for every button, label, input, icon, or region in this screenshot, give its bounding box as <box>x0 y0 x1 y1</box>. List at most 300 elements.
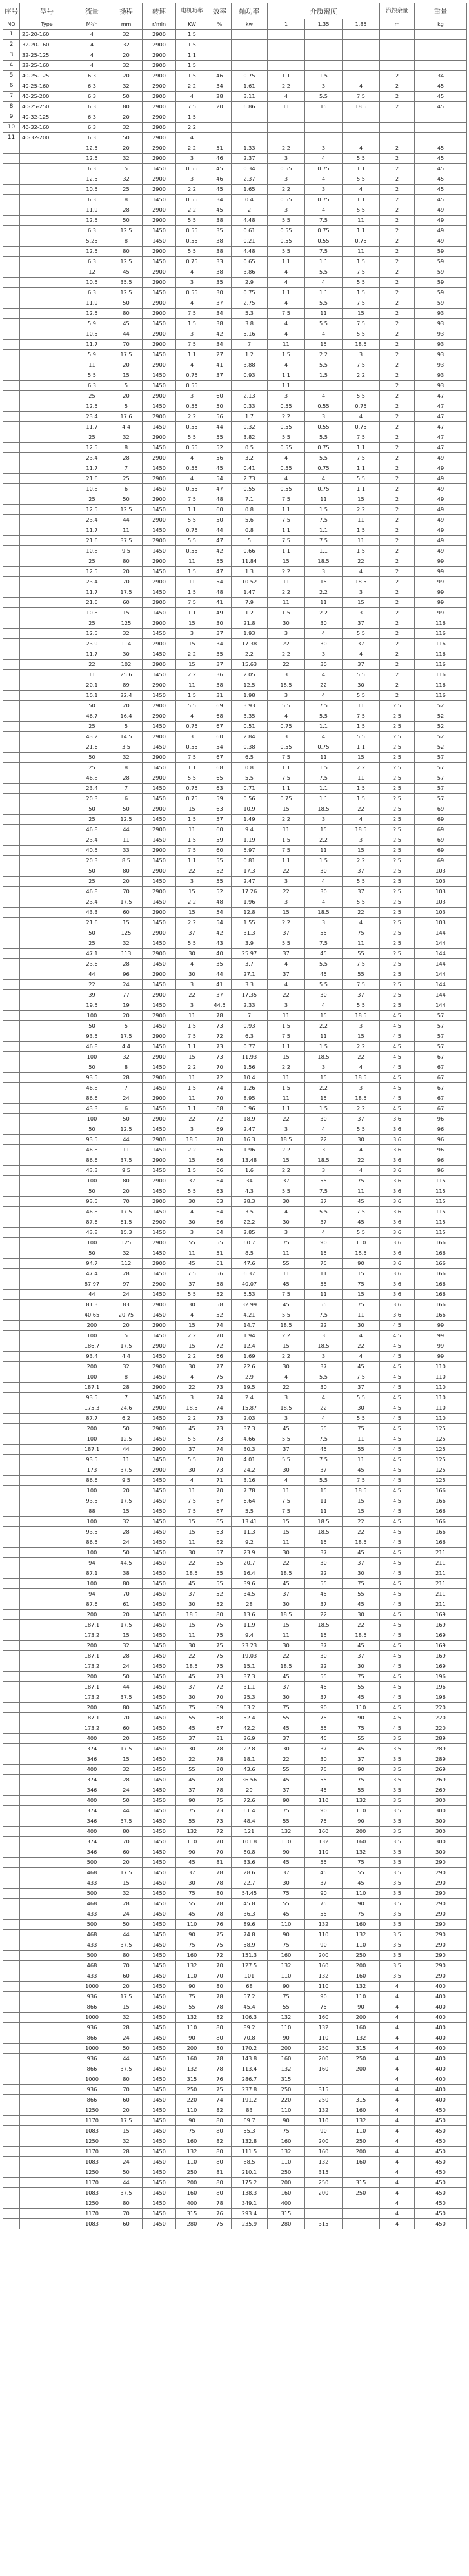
cell-density-1-35: 30 <box>305 887 343 897</box>
cell-npsh: 4 <box>380 2157 415 2167</box>
cell-speed: 1450 <box>143 1506 176 1517</box>
cell-density-1-85: 1.5 <box>343 288 380 298</box>
cell-weight: 45 <box>415 102 467 112</box>
cell-weight: 93 <box>415 370 467 381</box>
cell-density-1: 90 <box>268 1982 305 1992</box>
cell-density-1-35 <box>305 50 343 61</box>
cell-model <box>20 1713 74 1723</box>
cell-density-1: 200 <box>268 2044 305 2054</box>
table-row <box>3 1341 467 1352</box>
cell-weight <box>415 133 467 143</box>
header-motor-power: 电机功率 <box>176 3 208 19</box>
cell-density-1-85: 55 <box>343 1589 380 1599</box>
cell-density-1-85: 5.5 <box>343 897 380 908</box>
cell-density-1-35: 4 <box>305 474 343 484</box>
cell-density-1-85: 55 <box>343 1785 380 1796</box>
table-row <box>3 1124 467 1135</box>
cell-efficiency: 70 <box>208 1961 232 1971</box>
cell-head: 20.75 <box>110 1310 143 1321</box>
cell-head: 16.4 <box>110 711 143 722</box>
cell-density-1-85: 90 <box>343 1765 380 1775</box>
cell-density-1: 4 <box>268 711 305 722</box>
cell-density-1-35: 0.75 <box>305 484 343 494</box>
cell-speed: 1450 <box>143 1352 176 1362</box>
cell-shaft-power: 106.3 <box>232 2013 268 2023</box>
cell-flow: 46.8 <box>74 887 110 897</box>
cell-efficiency: 56 <box>208 1269 232 1279</box>
table-row <box>3 1641 467 1651</box>
cell-density-1-85: 45 <box>343 1692 380 1703</box>
cell-npsh: 2.5 <box>380 794 415 804</box>
cell-seq <box>3 1765 20 1775</box>
cell-flow: 1000 <box>74 2013 110 2023</box>
cell-flow: 100 <box>74 1176 110 1186</box>
cell-seq <box>3 143 20 154</box>
table-row <box>3 2013 467 2023</box>
cell-speed: 2900 <box>143 1073 176 1083</box>
cell-speed: 1450 <box>143 1548 176 1558</box>
cell-head: 60 <box>110 598 143 608</box>
cell-speed: 1450 <box>143 1940 176 1951</box>
table-row <box>3 185 467 195</box>
cell-motor-power: 0.75 <box>176 794 208 804</box>
cell-density-1-35: 200 <box>305 2136 343 2147</box>
cell-density-1-85: 7.5 <box>343 1476 380 1486</box>
cell-head: 45 <box>110 319 143 329</box>
cell-model <box>20 360 74 370</box>
cell-seq <box>3 226 20 236</box>
cell-density-1-35: 55 <box>305 1424 343 1434</box>
table-row <box>3 1899 467 1909</box>
table-row <box>3 1785 467 1796</box>
cell-density-1: 0.75 <box>268 722 305 732</box>
cell-speed: 2900 <box>143 1135 176 1145</box>
cell-speed: 2900 <box>143 298 176 309</box>
cell-speed: 2900 <box>143 1259 176 1269</box>
cell-head: 12.5 <box>110 815 143 825</box>
table-row <box>3 918 467 928</box>
table-row <box>3 1083 467 1093</box>
cell-flow: 39 <box>74 990 110 1000</box>
cell-npsh: 2 <box>380 216 415 226</box>
cell-weight: 103 <box>415 887 467 897</box>
cell-head: 50 <box>110 1424 143 1434</box>
cell-npsh: 2 <box>380 432 415 443</box>
cell-seq <box>3 825 20 835</box>
cell-npsh: 2 <box>380 360 415 370</box>
cell-density-1: 4 <box>268 1207 305 1217</box>
cell-npsh: 4.5 <box>380 1321 415 1331</box>
cell-seq <box>3 608 20 618</box>
cell-model <box>20 1465 74 1476</box>
cell-shaft-power: 0.41 <box>232 463 268 474</box>
cell-seq <box>3 1186 20 1197</box>
cell-efficiency: 35 <box>208 226 232 236</box>
cell-head: 19 <box>110 1000 143 1011</box>
table-row <box>3 1951 467 1961</box>
cell-flow: 86.5 <box>74 1537 110 1548</box>
table-row <box>3 691 467 701</box>
cell-npsh: 4.5 <box>380 1476 415 1486</box>
cell-density-1-35: 315 <box>305 2167 343 2178</box>
cell-npsh: 2 <box>380 443 415 453</box>
cell-density-1-35: 18.5 <box>305 1341 343 1352</box>
table-row <box>3 1321 467 1331</box>
cell-density-1: 22 <box>268 1558 305 1568</box>
table-row <box>3 1145 467 1155</box>
cell-model <box>20 1176 74 1186</box>
table-row <box>3 226 467 236</box>
cell-speed: 2900 <box>143 102 176 112</box>
cell-motor-power: 7.5 <box>176 846 208 856</box>
cell-seq <box>3 484 20 494</box>
cell-efficiency: 55 <box>208 556 232 567</box>
cell-shaft-power: 1.47 <box>232 587 268 598</box>
cell-npsh: 2 <box>380 525 415 536</box>
cell-flow: 187.1 <box>74 1383 110 1393</box>
table-row <box>3 1672 467 1682</box>
cell-efficiency: 63 <box>208 1527 232 1537</box>
cell-density-1-35: 15 <box>305 1630 343 1641</box>
cell-seq <box>3 598 20 608</box>
cell-head: 5 <box>110 164 143 174</box>
cell-model <box>20 2013 74 2023</box>
cell-model <box>20 1537 74 1548</box>
cell-efficiency: 63 <box>208 804 232 815</box>
cell-model: 40-32-200 <box>20 133 74 143</box>
cell-seq <box>3 1734 20 1744</box>
cell-speed: 1450 <box>143 164 176 174</box>
cell-flow: 1000 <box>74 2044 110 2054</box>
cell-density-1: 4 <box>268 1372 305 1383</box>
cell-flow: 100 <box>74 1486 110 1496</box>
cell-shaft-power: 37.3 <box>232 1424 268 1434</box>
cell-density-1-85: 18.5 <box>343 1093 380 1104</box>
cell-density-1: 15 <box>268 1341 305 1352</box>
cell-flow: 5.5 <box>74 370 110 381</box>
cell-head: 32 <box>110 40 143 50</box>
cell-motor-power: 37 <box>176 1734 208 1744</box>
table-row <box>3 1506 467 1517</box>
cell-flow: 936 <box>74 2085 110 2095</box>
cell-speed: 2900 <box>143 908 176 918</box>
cell-head: 80 <box>110 1827 143 1837</box>
cell-flow: 46.8 <box>74 1083 110 1093</box>
cell-flow: 1000 <box>74 2074 110 2085</box>
cell-shaft-power: 9.2 <box>232 1537 268 1548</box>
cell-seq <box>3 1847 20 1858</box>
cell-density-1-35: 55 <box>305 1672 343 1682</box>
cell-motor-power: 3 <box>176 732 208 742</box>
cell-flow: 5.25 <box>74 236 110 247</box>
cell-head: 50 <box>110 133 143 143</box>
cell-efficiency: 72 <box>208 1682 232 1692</box>
cell-speed: 2900 <box>143 1011 176 1021</box>
cell-head: 96 <box>110 969 143 980</box>
cell-efficiency: 67 <box>208 1496 232 1506</box>
cell-npsh: 2.5 <box>380 866 415 877</box>
cell-flow: 468 <box>74 1961 110 1971</box>
cell-npsh: 3.6 <box>380 1124 415 1135</box>
cell-weight: 67 <box>415 1093 467 1104</box>
cell-motor-power: 400 <box>176 2198 208 2209</box>
cell-seq <box>3 1383 20 1393</box>
cell-model <box>20 1414 74 1424</box>
cell-shaft-power: 17.35 <box>232 990 268 1000</box>
cell-model <box>20 453 74 463</box>
cell-density-1-85: 11 <box>343 1455 380 1465</box>
cell-model <box>20 1692 74 1703</box>
cell-weight: 52 <box>415 732 467 742</box>
cell-speed: 2900 <box>143 494 176 505</box>
cell-density-1: 110 <box>268 2105 305 2116</box>
cell-speed: 2900 <box>143 92 176 102</box>
cell-efficiency: 30 <box>208 618 232 629</box>
cell-flow: 93.5 <box>74 1527 110 1537</box>
cell-model <box>20 1723 74 1734</box>
cell-head: 17.5 <box>110 1868 143 1878</box>
table-row <box>3 515 467 525</box>
cell-model <box>20 1703 74 1713</box>
cell-head: 15 <box>110 1754 143 1765</box>
cell-speed: 1450 <box>143 1476 176 1486</box>
cell-shaft-power: 18.9 <box>232 1114 268 1124</box>
cell-npsh: 3.5 <box>380 1868 415 1878</box>
cell-shaft-power: 7 <box>232 340 268 350</box>
cell-speed: 2900 <box>143 1114 176 1124</box>
cell-seq <box>3 1279 20 1290</box>
table-row <box>3 1207 467 1217</box>
cell-head: 5 <box>110 381 143 391</box>
table-row <box>3 381 467 391</box>
cell-shaft-power: 11.9 <box>232 1620 268 1630</box>
cell-density-1-35: 55 <box>305 928 343 938</box>
cell-flow: 6.3 <box>74 288 110 298</box>
cell-density-1: 0.55 <box>268 742 305 753</box>
cell-speed: 1450 <box>143 422 176 432</box>
cell-motor-power: 1.5 <box>176 1166 208 1176</box>
cell-efficiency: 80 <box>208 2188 232 2198</box>
cell-density-1-35 <box>305 30 343 40</box>
cell-seq <box>3 278 20 288</box>
cell-density-1-35: 18.5 <box>305 556 343 567</box>
cell-density-1-85: 200 <box>343 2147 380 2157</box>
cell-model <box>20 505 74 515</box>
cell-shaft-power: 61.4 <box>232 1806 268 1816</box>
cell-shaft-power: 58.9 <box>232 1940 268 1951</box>
cell-speed: 2900 <box>143 185 176 195</box>
cell-density-1: 4 <box>268 474 305 484</box>
cell-seq <box>3 319 20 329</box>
cell-motor-power: 37 <box>176 928 208 938</box>
cell-density-1: 45 <box>268 1424 305 1434</box>
cell-seq <box>3 629 20 639</box>
cell-model <box>20 1124 74 1135</box>
cell-flow: 1170 <box>74 2209 110 2219</box>
cell-seq <box>3 1610 20 1620</box>
table-row <box>3 92 467 102</box>
cell-density-1-85: 200 <box>343 2064 380 2074</box>
cell-shaft-power: 12.5 <box>232 680 268 691</box>
cell-density-1-35: 0.75 <box>305 226 343 236</box>
cell-model <box>20 1765 74 1775</box>
cell-motor-power: 37 <box>176 1682 208 1692</box>
cell-model: 40-32-125 <box>20 112 74 123</box>
cell-weight: 99 <box>415 556 467 567</box>
cell-speed: 1450 <box>143 567 176 577</box>
cell-motor-power: 1.5 <box>176 815 208 825</box>
cell-seq <box>3 2095 20 2105</box>
cell-npsh: 2 <box>380 639 415 649</box>
cell-head: 9.5 <box>110 1166 143 1176</box>
cell-head: 32 <box>110 1517 143 1527</box>
cell-efficiency: 55 <box>208 432 232 443</box>
cell-density-1-85: 90 <box>343 1899 380 1909</box>
cell-motor-power: 200 <box>176 2044 208 2054</box>
cell-shaft-power: 3.11 <box>232 92 268 102</box>
cell-density-1: 5.5 <box>268 1455 305 1465</box>
cell-head: 32 <box>110 1641 143 1651</box>
cell-motor-power: 7.5 <box>176 102 208 112</box>
cell-shaft-power: 3.93 <box>232 701 268 711</box>
cell-shaft-power: 52.4 <box>232 1713 268 1723</box>
table-row <box>3 1011 467 1021</box>
table-row <box>3 567 467 577</box>
cell-motor-power: 2.2 <box>176 81 208 92</box>
cell-density-1: 7.5 <box>268 1506 305 1517</box>
cell-shaft-power: 60.7 <box>232 1238 268 1248</box>
table-row <box>3 722 467 732</box>
cell-model <box>20 309 74 319</box>
cell-seq <box>3 1920 20 1930</box>
cell-model <box>20 1372 74 1383</box>
table-row <box>3 1558 467 1568</box>
table-row <box>3 556 467 567</box>
cell-density-1: 30 <box>268 1744 305 1754</box>
cell-density-1-35: 75 <box>305 1816 343 1827</box>
cell-density-1-85: 7.5 <box>343 711 380 722</box>
cell-motor-power: 5.5 <box>176 701 208 711</box>
cell-npsh: 2 <box>380 71 415 81</box>
cell-npsh: 3.5 <box>380 1951 415 1961</box>
cell-head: 80 <box>110 247 143 257</box>
cell-seq <box>3 1011 20 1021</box>
cell-shaft-power: 0.8 <box>232 525 268 536</box>
cell-npsh: 3.5 <box>380 1827 415 1837</box>
cell-model <box>20 1672 74 1682</box>
cell-efficiency: 80 <box>208 2033 232 2044</box>
table-row <box>3 866 467 877</box>
cell-shaft-power: 2.9 <box>232 1372 268 1383</box>
cell-speed: 2900 <box>143 81 176 92</box>
cell-seq <box>3 1971 20 1982</box>
cell-motor-power: 11 <box>176 1011 208 1021</box>
cell-weight: 99 <box>415 1341 467 1352</box>
cell-shaft-power <box>232 381 268 391</box>
cell-npsh: 2 <box>380 205 415 216</box>
cell-npsh: 2 <box>380 247 415 257</box>
cell-flow: 346 <box>74 1754 110 1765</box>
cell-seq <box>3 1889 20 1899</box>
cell-weight: 93 <box>415 381 467 391</box>
cell-density-1-85: 3 <box>343 1083 380 1093</box>
cell-density-1-35: 90 <box>305 1806 343 1816</box>
cell-head: 28 <box>110 773 143 784</box>
cell-flow: 11.7 <box>74 587 110 598</box>
table-row <box>3 2074 467 2085</box>
table-row <box>3 639 467 649</box>
cell-shaft-power: 0.51 <box>232 722 268 732</box>
cell-head: 15 <box>110 2126 143 2136</box>
cell-efficiency: 28 <box>208 92 232 102</box>
cell-efficiency: 75 <box>208 2219 232 2229</box>
cell-efficiency: 78 <box>208 1899 232 1909</box>
cell-density-1 <box>268 40 305 50</box>
cell-weight: 290 <box>415 1889 467 1899</box>
cell-density-1: 37 <box>268 1785 305 1796</box>
cell-flow: 23.4 <box>74 412 110 422</box>
cell-shaft-power: 26.9 <box>232 1734 268 1744</box>
cell-flow: 374 <box>74 1806 110 1816</box>
cell-model <box>20 412 74 422</box>
cell-density-1-35: 5.5 <box>305 298 343 309</box>
cell-density-1-85: 110 <box>343 1703 380 1713</box>
cell-seq <box>3 257 20 267</box>
cell-flow: 12.5 <box>74 309 110 319</box>
cell-weight: 290 <box>415 1971 467 1982</box>
table-row <box>3 1982 467 1992</box>
cell-speed: 1450 <box>143 1331 176 1341</box>
cell-density-1: 0.55 <box>268 164 305 174</box>
cell-head: 24 <box>110 1785 143 1796</box>
cell-weight <box>415 112 467 123</box>
cell-density-1-35: 37 <box>305 1217 343 1228</box>
cell-density-1-35: 55 <box>305 1176 343 1186</box>
cell-head: 20 <box>110 1321 143 1331</box>
cell-npsh: 4.5 <box>380 1042 415 1052</box>
cell-weight: 144 <box>415 959 467 969</box>
cell-weight: 144 <box>415 969 467 980</box>
cell-npsh: 2 <box>380 484 415 494</box>
cell-head: 17.5 <box>110 1341 143 1352</box>
cell-head: 80 <box>110 1176 143 1186</box>
cell-efficiency: 66 <box>208 1166 232 1176</box>
cell-density-1: 1.1 <box>268 505 305 515</box>
cell-density-1-35: 0.55 <box>305 401 343 412</box>
cell-shaft-power: 7.1 <box>232 494 268 505</box>
cell-density-1-85: 5.5 <box>343 732 380 742</box>
cell-shaft-power: 28.3 <box>232 1197 268 1207</box>
cell-seq <box>3 1455 20 1465</box>
cell-efficiency: 80 <box>208 2023 232 2033</box>
cell-seq <box>3 391 20 401</box>
cell-flow: 100 <box>74 1548 110 1558</box>
cell-model <box>20 763 74 773</box>
cell-model <box>20 1930 74 1940</box>
cell-density-1: 22 <box>268 1651 305 1661</box>
cell-density-1: 315 <box>268 2074 305 2085</box>
cell-head: 32 <box>110 1248 143 1259</box>
cell-motor-power: 11 <box>176 1630 208 1641</box>
cell-efficiency: 59 <box>208 794 232 804</box>
cell-shaft-power: 11.84 <box>232 556 268 567</box>
cell-speed: 1450 <box>143 1754 176 1765</box>
cell-density-1-85: 250 <box>343 2136 380 2147</box>
cell-density-1-35: 250 <box>305 2044 343 2054</box>
cell-head: 80 <box>110 1703 143 1713</box>
cell-efficiency: 37 <box>208 370 232 381</box>
cell-density-1-35: 75 <box>305 1899 343 1909</box>
